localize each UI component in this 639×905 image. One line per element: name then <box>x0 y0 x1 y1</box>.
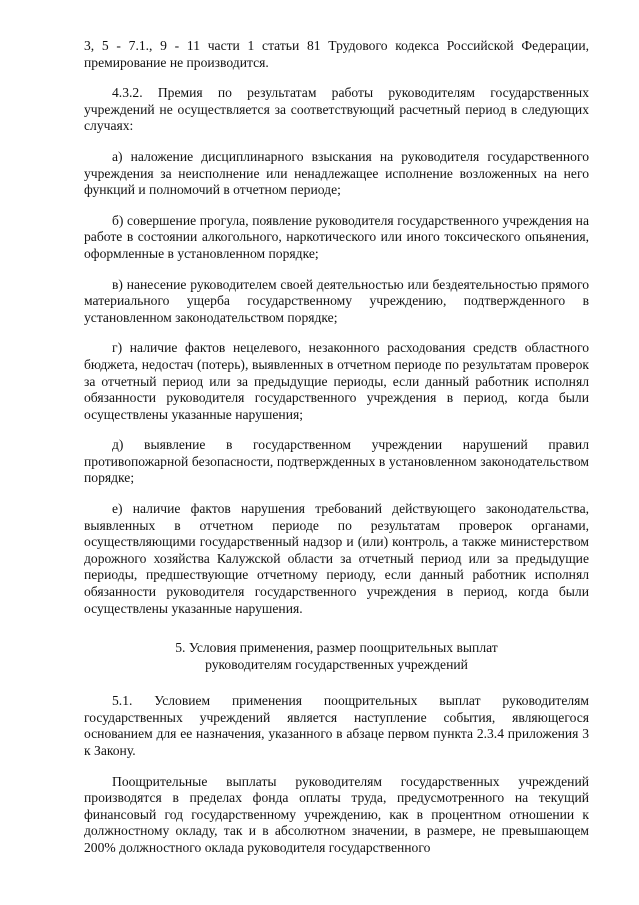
list-item-a: а) наложение дисциплинарного взыскания на руководителя государственного учреждения за неисполнение или ненадлежащее исполнение возложенных на него функций и полномочий в отчетном периоде; <box>84 148 589 198</box>
section-5-heading <box>84 639 589 673</box>
section-5-heading-line-2: руководителям государственных учреждений <box>205 657 468 673</box>
list-item-g: г) наличие фактов нецелевого, незаконного расходования средств областного бюджета, недостач (потерь), выявленных в отчетном периоде по результатам проверок за отчетный период или за предыдущие периоды, если данный работник исполнял обязанности руководителя государственного учреждения в период, когда были осуществлены указанные нарушения; <box>84 340 589 422</box>
document-page <box>84 38 589 871</box>
list-item-e: е) наличие фактов нарушения требований действующего законодательства, выявленных в отчетном периоде по результатам проверок органами, осуществляющими государственный надзор и (или) контроль, а также министерством дорожного хозяйства Калужской области за отчетный период или за предыдущие периоды, предшествующие отчетному периоду, если данный работник исполнял обязанности руководителя государственного учреждения в период, когда были осуществлены указанные нарушения. <box>84 501 589 616</box>
list-item-v: в) нанесение руководителем своей деятельностью или бездеятельностью прямого материального ущерба государственному учреждению, подтвержденного в установленном законодательством порядке; <box>84 276 589 325</box>
clause-5-1: 5.1. Условием применения поощрительных выплат руководителям государственных учреждений является наступление события, являющегося основанием для ее назначения, указанного в абзаце первом пункта 2.3.4 приложения 3 к Закону. <box>84 693 589 758</box>
intro-paragraph: 3, 5 - 7.1., 9 - 11 части 1 статьи 81 Трудового кодекса Российской Федерации, премирование не производится. <box>84 38 589 70</box>
section-5-heading-line-1: 5. Условия применения, размер поощрительных выплат <box>175 640 498 656</box>
list-item-d: д) выявление в государственном учреждении нарушений правил противопожарной безопасности, подтвержденных в установленном законодательством порядке; <box>84 437 589 486</box>
clause-4-3-2: 4.3.2. Премия по результатам работы руководителям государственных учреждений не осуществляется за соответствующий расчетный период в следующих случаях: <box>84 85 589 134</box>
list-item-b: б) совершение прогула, появление руководителя государственного учреждения на работе в состоянии алкогольного, наркотического или иного токсического опьянения, оформленные в установленном порядке; <box>84 212 589 261</box>
incentive-payments-paragraph: Поощрительные выплаты руководителям государственных учреждений производятся в пределах фонда оплаты труда, предусмотренного на текущий финансовый год государственному учреждению, как в процентном отношении к должностному окладу, так и в абсолютном значении, в размере, не превышающем 200% должностного оклада руководителя государственного <box>84 773 589 855</box>
